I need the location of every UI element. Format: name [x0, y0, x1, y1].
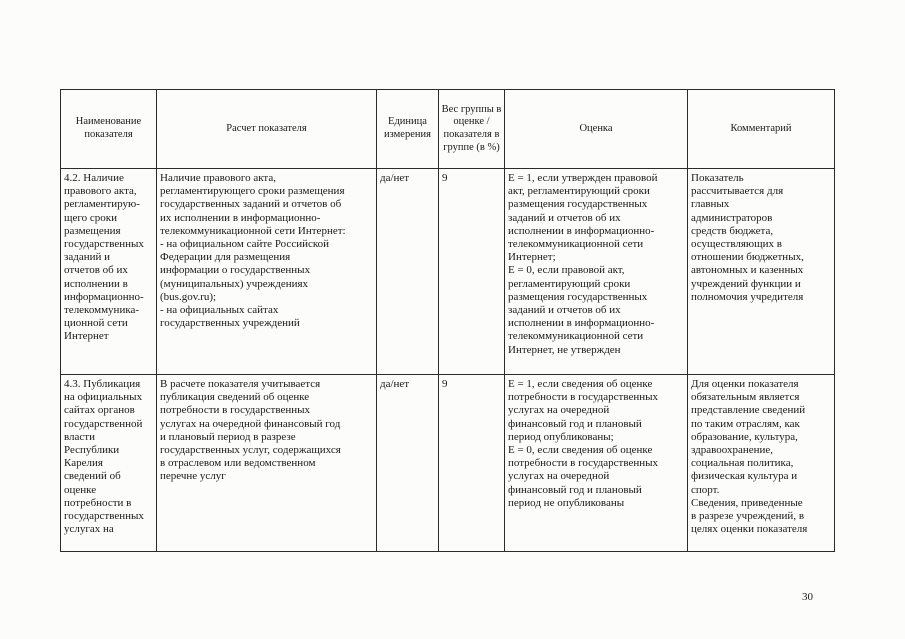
cell-name: 4.3. Публикация на официальных сайтах органов государственной власти Республики Карелия сведений об оценке потребности в государственных услугах на [61, 375, 157, 552]
cell-evaluation: E = 1, если сведения об оценке потребности в государственных услугах на очередной финансовый год и плановый период опубликованы; E = 0, если сведения об оценке потребности в государственных услугах на очередной финансовый год и плановый период не опубликованы [505, 375, 688, 552]
cell-weight: 9 [439, 169, 505, 375]
cell-calculation: В расчете показателя учитывается публикация сведений об оценке потребности в государственных услугах на очередной финансовый год и плановый период в разрезе государственных услуг, содержащихся в отраслевом или ведомственном перечне услуг [157, 375, 377, 552]
cell-unit: да/нет [377, 169, 439, 375]
indicators-table [60, 89, 835, 552]
cell-name: 4.2. Наличие правового акта, регламентирую- щего сроки размещения государственных заданий и отчетов об их исполнении в информационно- телекоммуника- ционной сети Интернет [61, 169, 157, 375]
header-comment: Комментарий [688, 90, 835, 169]
cell-calculation: Наличие правового акта, регламентирующего сроки размещения государственных заданий и отчетов об их исполнении в информационно- телекоммуникационной сети Интернет: - на официальном сайте Российской Федерации для размещения информации о государственных (муниципальных) учреждениях (bus.gov.ru); - на официальных сайтах государственных учреждений [157, 169, 377, 375]
cell-weight: 9 [439, 375, 505, 552]
cell-comment: Показатель рассчитывается для главных администраторов средств бюджета, осуществляющих в отношении бюджетных, автономных и казенных учреждений функции и полномочия учредителя [688, 169, 835, 375]
table-row [61, 169, 835, 375]
table-header-row [61, 90, 835, 169]
page-number: 30 [802, 591, 813, 603]
header-weight: Вес группы в оценке / показателя в группе (в %) [439, 90, 505, 169]
cell-unit: да/нет [377, 375, 439, 552]
cell-evaluation: E = 1, если утвержден правовой акт, регламентирующий сроки размещения государственных заданий и отчетов об их исполнении в информационно- телекоммуникационной сети Интернет; E = 0, если правовой акт, регламентирующий сроки размещения государственных заданий и отчетов об их исполнении в информационно- телекоммуникационной сети Интернет, не утвержден [505, 169, 688, 375]
header-evaluation: Оценка [505, 90, 688, 169]
cell-comment: Для оценки показателя обязательным является представление сведений по таким отраслям, как образование, культура, здравоохранение, социальная политика, физическая культура и спорт. Сведения, приведенные в разрезе учреждений, в целях оценки показателя [688, 375, 835, 552]
table-row [61, 375, 835, 552]
header-unit: Единица измерения [377, 90, 439, 169]
header-name: Наименование показателя [61, 90, 157, 169]
header-calculation: Расчет показателя [157, 90, 377, 169]
